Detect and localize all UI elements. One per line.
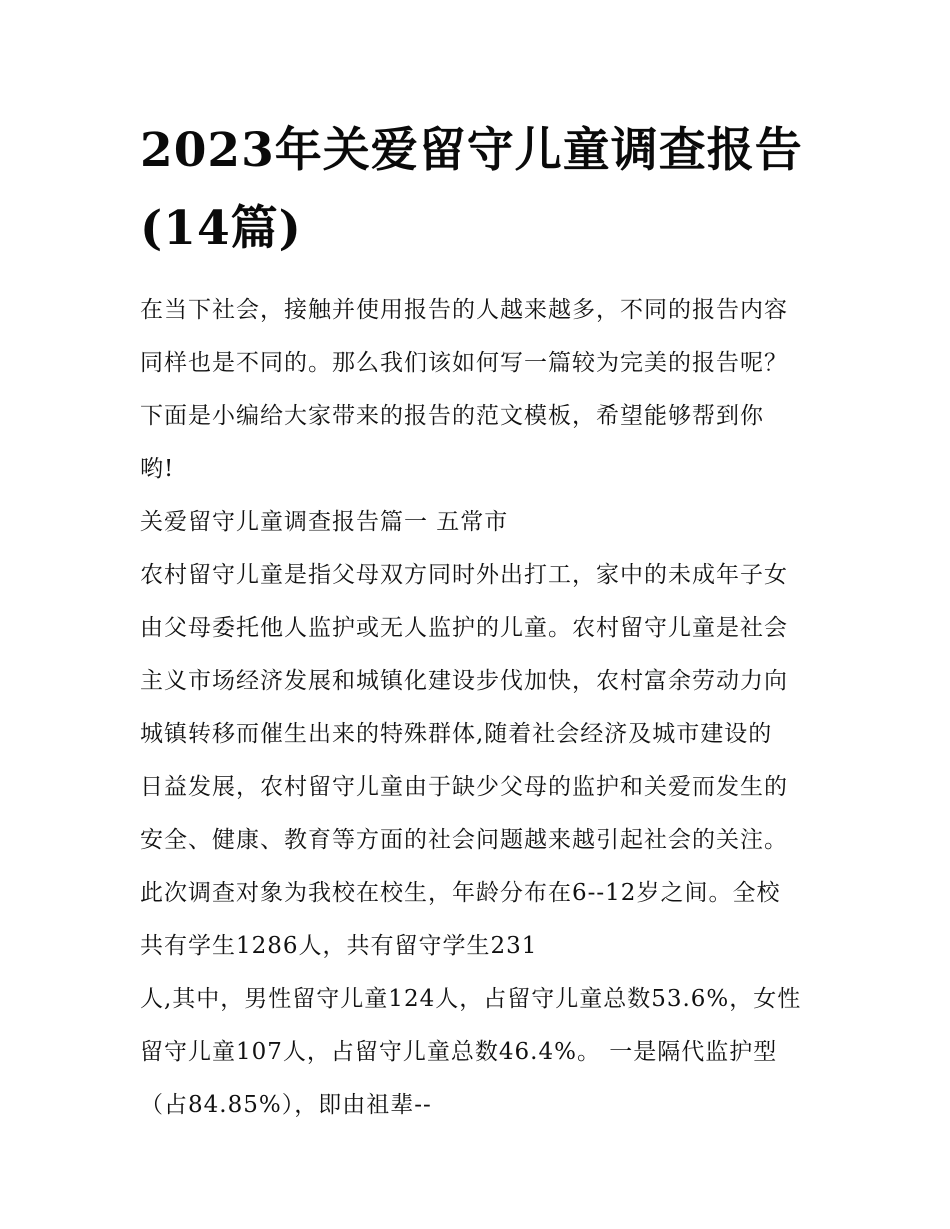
- body-line: 在当下社会，接触并使用报告的人越来越多，不同的报告内容: [140, 297, 788, 323]
- body-line: 同样也是不同的。那么我们该如何写一篇较为完美的报告呢？: [140, 350, 788, 376]
- body-line: 日益发展，农村留守儿童由于缺少父母的监护和关爱而发生的: [140, 774, 788, 800]
- document-body: [140, 284, 820, 1132]
- document-page: [140, 112, 820, 1132]
- body-line: 城镇转移而催生出来的特殊群体,随着社会经济及城市建设的: [140, 721, 773, 747]
- title-line-1: 2023年关爱留守儿童调查报告: [140, 123, 803, 178]
- section-heading: 关爱留守儿童调查报告篇一 五常市: [140, 509, 509, 535]
- body-line: 主义市场经济发展和城镇化建设步伐加快，农村富余劳动力向: [140, 668, 788, 694]
- body-line: 由父母委托他人监护或无人监护的儿童。农村留守儿童是社会: [140, 615, 788, 641]
- body-line: 下面是小编给大家带来的报告的范文模板，希望能够帮到你: [140, 403, 764, 429]
- title-line-2: (14篇): [140, 201, 302, 256]
- body-line: （占84.85%），即由祖辈--: [140, 1092, 432, 1118]
- document-title: [140, 112, 820, 268]
- body-line: 人,其中，男性留守儿童124人，占留守儿童总数53.6%，女性: [140, 986, 802, 1012]
- body-line: 共有学生1286人，共有留守学生231: [140, 933, 538, 959]
- body-line: 留守儿童107人，占留守儿童总数46.4%。 一是隔代监护型: [140, 1039, 778, 1065]
- body-line: 农村留守儿童是指父母双方同时外出打工，家中的未成年子女: [140, 562, 788, 588]
- body-line: 此次调查对象为我校在校生，年龄分布在6--12岁之间。全校: [140, 880, 781, 906]
- body-line: 哟!: [140, 456, 175, 482]
- body-line: 安全、健康、教育等方面的社会问题越来越引起社会的关注。: [140, 827, 788, 853]
